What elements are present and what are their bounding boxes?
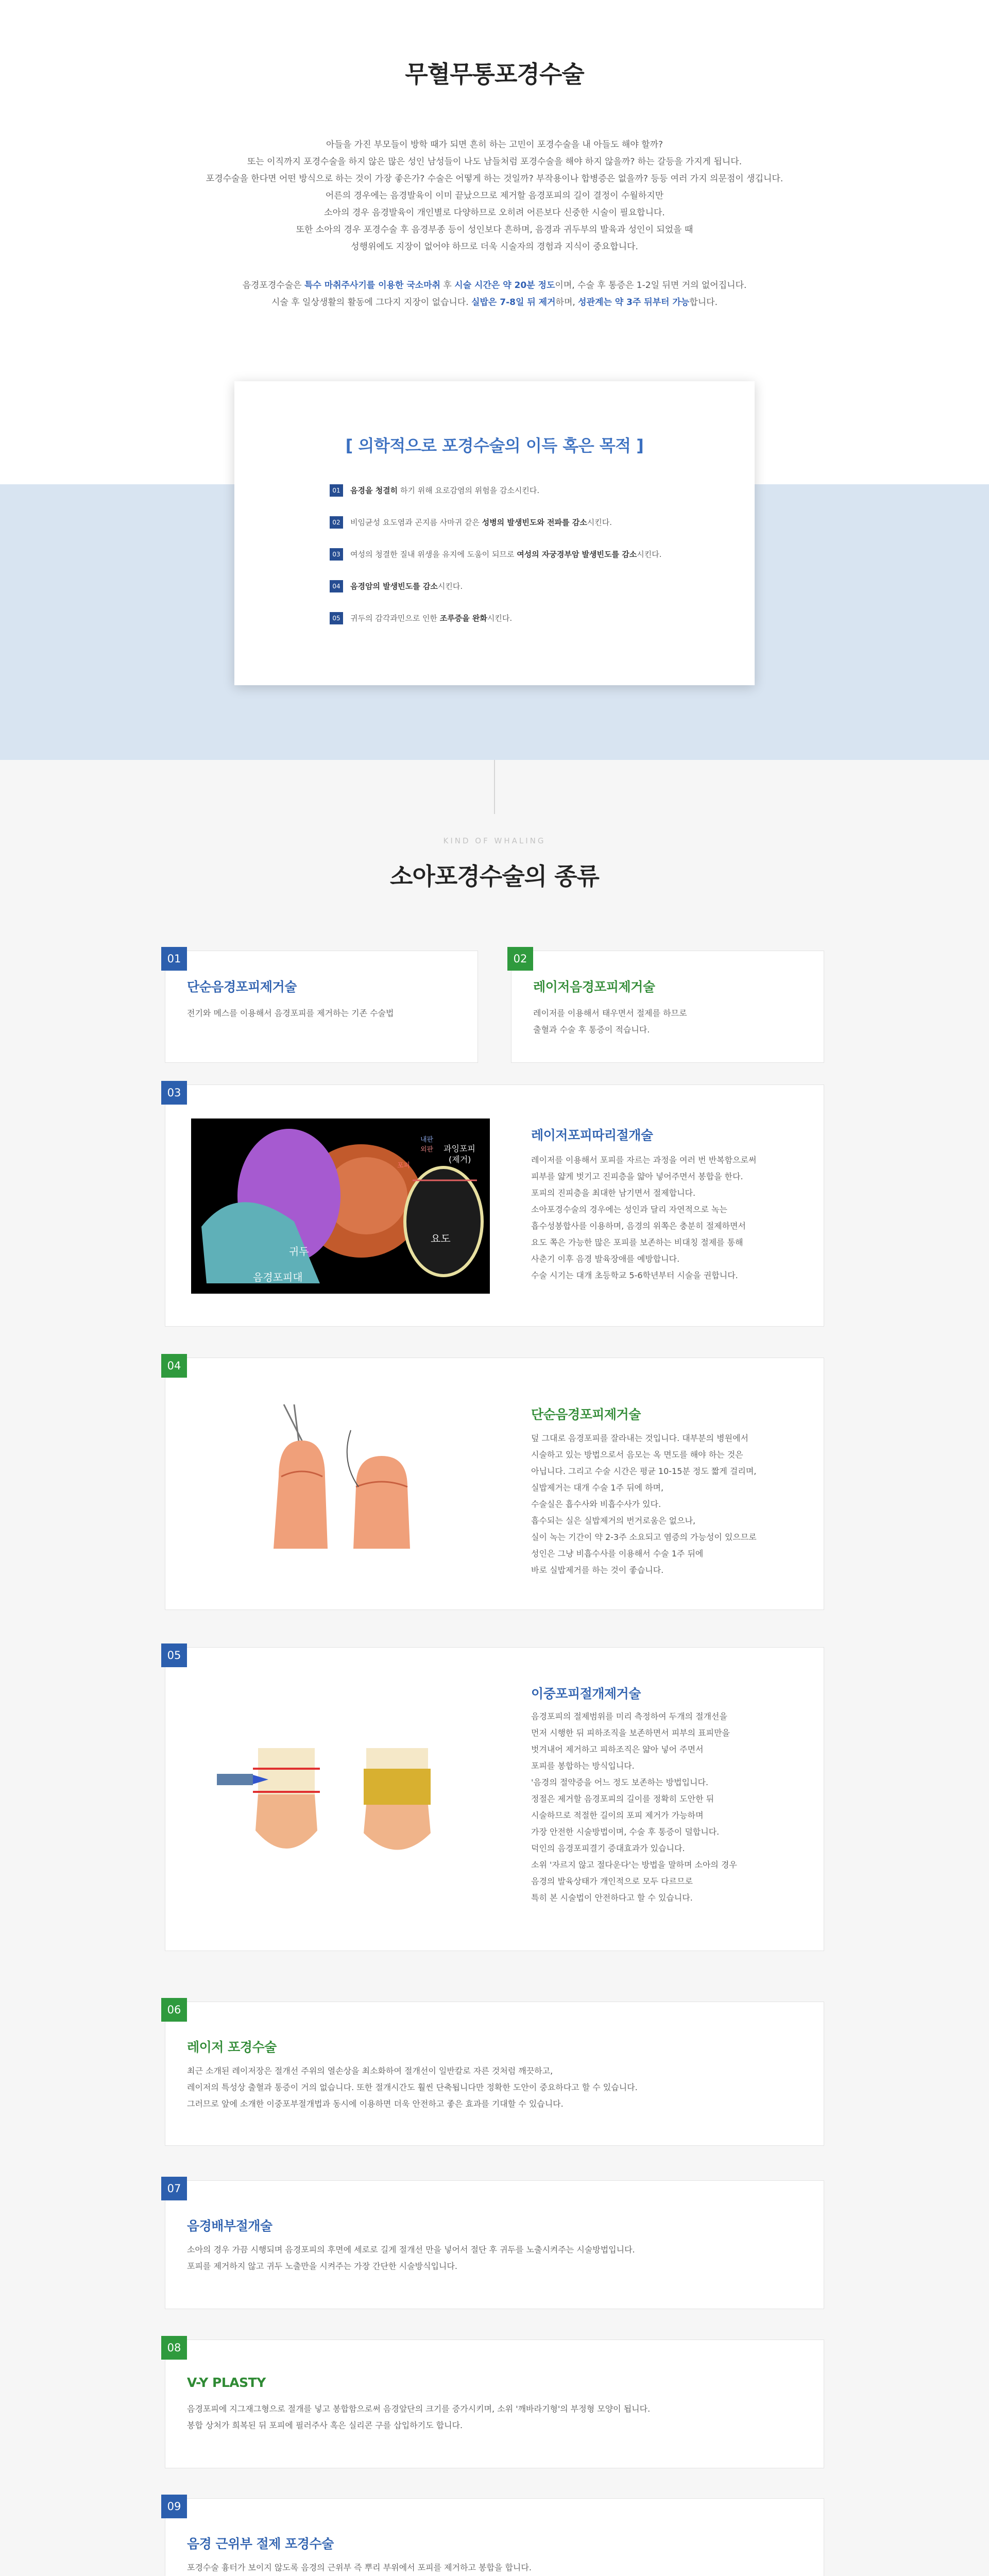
card-line: 수술실은 흡수사와 비흡수사가 있다. xyxy=(531,1499,661,1509)
urethra-cross-section xyxy=(405,1167,482,1276)
surgery-card-06 xyxy=(165,2002,824,2146)
purpose-text: 시킨다. xyxy=(637,550,662,559)
card-line: 정절은 제거할 음경포피의 길이를 정확히 도안한 뒤 xyxy=(531,1794,714,1804)
card-line: 특히 본 시술법이 안전하다고 할 수 있습니다. xyxy=(531,1893,693,1903)
text: 후 xyxy=(440,280,455,291)
intro-title: 무혈무통포경수술 xyxy=(405,60,584,88)
card-line: 전기와 메스를 이용해서 음경포피를 제거하는 기존 수술법 xyxy=(187,1008,394,1018)
card-number: 03 xyxy=(161,1081,187,1105)
card-line: 포경수술 흉터가 보이지 않도록 음경의 근위부 즉 뿌리 부위에서 포피를 제거하고 봉합을 합니다. xyxy=(187,2563,532,2572)
card-line: 피부를 얇게 벗기고 진피층을 얇아 넣어주면서 봉합을 한다. xyxy=(531,1172,743,1181)
text: 하며, xyxy=(555,297,578,308)
purpose-list xyxy=(330,484,721,644)
purpose-text: 하기 위해 요로감염의 위험을 감소시킨다. xyxy=(398,486,540,495)
card-number: 04 xyxy=(161,1354,187,1378)
intro-line: 어른의 경우에는 음경발육이 이미 끝났으므로 제거할 음경포피의 길이 결정이 수월하지만 xyxy=(325,191,664,201)
intro-line: 또한 소아의 경우 포경수술 후 음경부종 등이 성인보다 흔하며, 음경과 귀두부의 발육과 성인이 되었을 때 xyxy=(296,225,693,235)
penis-shape-after xyxy=(353,1456,410,1549)
label-band: 음경포피대 xyxy=(253,1271,303,1283)
card-line: 덕인의 음경포피결기 증대효과가 있습니다. xyxy=(531,1843,685,1853)
card-line: 레이저의 특성상 출혈과 통증이 거의 없습니다. 또한 절개시간도 훨씬 단축됩니다만 정확한 도안이 중요하다고 할 수 있습니다. xyxy=(187,2082,638,2092)
card-title: 레이저음경포피제거술 xyxy=(533,979,655,994)
intro-line: 또는 이직까지 포경수술을 하지 않은 많은 성인 남성들이 나도 남들처럼 포경수술을 해야 하지 않을까? 하는 갈등을 가지게 됩니다. xyxy=(247,157,742,167)
card-text xyxy=(187,2242,800,2275)
removed-band xyxy=(364,1769,431,1805)
intro-line: 성행위에도 지장이 없어야 하므로 더욱 시술자의 경험과 지식이 중요합니다. xyxy=(351,242,638,252)
intro-info-line xyxy=(185,277,804,294)
card-number: 06 xyxy=(161,1998,187,2022)
purpose-text: 시킨다. xyxy=(487,614,513,623)
text: 합니다. xyxy=(689,297,718,308)
card-number: 02 xyxy=(507,947,533,971)
card-title: 레이저포피따리절개술 xyxy=(531,1128,653,1143)
highlight-anesthesia: 특수 마취주사기를 이용한 국소마취 xyxy=(304,280,441,291)
foreskin-upper-after xyxy=(366,1748,428,1769)
text: 시술 후 일상생활의 활동에 그다지 지장이 없습니다. xyxy=(271,297,472,308)
purpose-number: 04 xyxy=(330,580,343,592)
card-number: 01 xyxy=(161,947,187,971)
foreskin-upper xyxy=(258,1748,315,1794)
card-line: 실밥제거는 대개 수술 1주 뒤에 하며, xyxy=(531,1483,664,1493)
text: 이며, 수술 후 통증은 1-2일 뒤면 거의 없어집니다. xyxy=(555,280,747,291)
card-line: 먼저 시행한 뒤 피하조직을 보존하면서 피부의 표피만을 xyxy=(531,1728,730,1738)
penis-shape-before xyxy=(274,1440,328,1549)
highlight-duration: 시술 시간은 약 20분 정도 xyxy=(454,280,555,291)
card-line: 최근 소개된 레이저장은 절개선 주위의 열손상을 최소화하여 절개선이 일반칼로 자른 것처럼 깨끗하고, xyxy=(187,2066,553,2076)
card-number: 08 xyxy=(161,2336,187,2360)
purpose-item xyxy=(330,484,721,516)
label-inner: 내판 xyxy=(420,1136,434,1144)
card-line: 사춘기 이후 음경 발육장애를 예방합니다. xyxy=(531,1254,680,1264)
simple-removal-illustration xyxy=(243,1399,428,1549)
purpose-item xyxy=(330,548,721,580)
card-line: 출혈과 수술 후 통증이 적습니다. xyxy=(533,1025,650,1035)
surgery-card-02 xyxy=(511,951,824,1063)
purpose-bold: 여성의 자궁경부암 발생빈도를 감소 xyxy=(517,550,637,559)
card-text xyxy=(187,2063,800,2112)
card-number: 05 xyxy=(161,1643,187,1667)
card-title: 이중포피절개제거술 xyxy=(531,1686,641,1701)
card-line: 포피를 봉합하는 방식입니다. xyxy=(531,1761,635,1771)
highlight-stitches: 실밥은 7-8일 뒤 제거 xyxy=(471,297,556,308)
card-line: '음경의 절약증을 어느 정도 보존하는 방법입니다. xyxy=(531,1777,709,1787)
label-urethra: 요도 xyxy=(431,1232,451,1245)
purpose-item xyxy=(330,612,721,644)
card-text xyxy=(531,1708,809,1906)
card-line: 아닙니다. 그리고 수술 시간은 평균 10-15분 정도 짧게 걸리며, xyxy=(531,1466,757,1476)
card-text xyxy=(187,2560,800,2576)
surgery-card-04 xyxy=(165,1358,824,1610)
card-line: 성인은 그냥 비흡수사를 이용해서 수술 1주 뒤에 xyxy=(531,1549,704,1558)
purpose-bold: 성병의 발생빈도와 전파를 감소 xyxy=(482,518,587,527)
card-line: 벗겨내어 제거하고 피하조직은 얇아 넣어 주면서 xyxy=(531,1744,704,1754)
foreskin-anatomy-illustration xyxy=(191,1118,490,1294)
label-foreskin: 포피 xyxy=(397,1162,411,1170)
purpose-text: 귀두의 감각과민으로 인한 xyxy=(350,614,440,623)
card-text xyxy=(187,2401,800,2434)
card-line: 흡수되는 실은 실밥제거의 번거로움은 없으나, xyxy=(531,1516,696,1526)
intro-surgery-info xyxy=(185,277,804,311)
types-title: 소아포경수술의 종류 xyxy=(390,862,599,890)
card-line: 소아의 경우 가끔 시행되며 음경포피의 후면에 세로로 길게 절개선 만을 넣어서 절단 후 귀두를 노출시켜주는 시술방법입니다. xyxy=(187,2245,635,2255)
types-section xyxy=(0,760,989,2576)
card-title: 레이저 포경수술 xyxy=(187,2040,277,2055)
intro-info-line xyxy=(185,294,804,311)
card-line: 음경포피의 절제범위를 미리 측정하여 두개의 절개선을 xyxy=(531,1711,727,1721)
highlight-intercourse: 성관계는 약 3주 뒤부터 가능 xyxy=(578,297,690,308)
card-title: V-Y PLASTY xyxy=(187,2375,266,2390)
card-line: 시술하므로 적절한 길이의 포피 제거가 가능하며 xyxy=(531,1810,704,1820)
purpose-box xyxy=(234,381,755,685)
card-title: 음경 근위부 절제 포경수술 xyxy=(187,2536,334,2551)
card-title: 단순음경포피제거술 xyxy=(187,979,297,994)
card-line: 요도 쪽은 가능한 많은 포피를 보존하는 비대칭 절제를 통해 xyxy=(531,1238,743,1247)
purpose-number: 03 xyxy=(330,548,343,561)
intro-line: 아들을 가진 부모들이 방학 때가 되면 흔히 하는 고민이 포경수술을 내 아들도 해야 할까? xyxy=(326,140,663,150)
card-line: 실이 녹는 기간이 약 2-3주 소요되고 염증의 가능성이 있으므로 xyxy=(531,1532,757,1542)
purpose-title: [ 의학적으로 포경수술의 이득 혹은 목적 ] xyxy=(345,436,644,455)
surgery-card-03 xyxy=(165,1084,824,1327)
label-foreskin-zone: 과잉포피 xyxy=(444,1144,475,1154)
card-line: 포피를 제거하지 않고 귀두 노출만을 시켜주는 가장 간단한 시술방식입니다. xyxy=(187,2261,457,2271)
surgery-card-08 xyxy=(165,2340,824,2468)
surgery-card-05 xyxy=(165,1647,824,1951)
purpose-text: 비임균성 요도염과 곤지름 사마귀 같은 xyxy=(350,518,482,527)
intro-description xyxy=(185,137,804,256)
card-line: 그러므로 앞에 소개한 이중포부절개법과 동시에 이용하면 더욱 안전하고 좋은 효과를 기대할 수 있습니다. xyxy=(187,2099,564,2109)
text: 음경포경수술은 xyxy=(242,280,304,291)
scalpel-handle xyxy=(217,1774,253,1785)
purpose-bold: 음경암의 발생빈도를 감소 xyxy=(350,582,438,591)
card-title: 음경배부절개술 xyxy=(187,2218,272,2233)
card-text xyxy=(531,1430,820,1579)
card-line: 소위 '자르지 않고 절다운다'는 방법을 말하며 소아의 경우 xyxy=(531,1860,737,1870)
divider-line xyxy=(494,760,495,814)
card-number: 07 xyxy=(161,2177,187,2200)
purpose-item xyxy=(330,580,721,612)
surgery-card-09 xyxy=(165,2498,824,2576)
card-line: 음경의 발육상태가 개인적으로 모두 다르므로 xyxy=(531,1876,693,1886)
purpose-text: 여성의 청결한 질내 위생을 유지에 도움이 되므로 xyxy=(350,550,517,559)
glans-shape-after xyxy=(364,1805,431,1850)
card-number: 09 xyxy=(161,2495,187,2518)
card-line: 소아포경수술의 경우에는 성인과 달리 자연적으로 녹는 xyxy=(531,1205,727,1214)
card-line: 레이저를 이용해서 포피를 자르는 과정을 여러 번 반복함으로써 xyxy=(531,1155,757,1165)
purpose-number: 02 xyxy=(330,516,343,529)
card-line: 음경포피에 지그재그형으로 절개를 넣고 봉합함으로써 음경앞단의 크기를 증가시키며, 소위 '깨바라기형'의 부정형 모양이 됩니다. xyxy=(187,2404,651,2414)
intro-line: 소아의 경우 음경발육이 개인별로 다양하므로 오히려 어른보다 신중한 시술이 필요합니다. xyxy=(324,208,665,218)
label-outer: 외판 xyxy=(420,1146,434,1154)
purpose-text: 시킨다. xyxy=(587,518,612,527)
card-line: 시술하고 있는 방법으로서 음모는 옥 면도를 해야 하는 것은 xyxy=(531,1450,743,1460)
intro-line: 포경수술을 한다면 어떤 방식으로 하는 것이 가장 좋은가? 수술은 어떻게 하는 것일까? 부작용이나 합병증은 없을까? 등등 여러 가지 의문점이 생깁니다. xyxy=(206,174,783,184)
card-text xyxy=(187,1005,465,1022)
types-subtitle: KIND OF WHALING xyxy=(443,836,546,845)
card-line: 바로 실밥제거를 하는 것이 좋습니다. xyxy=(531,1565,664,1575)
card-text xyxy=(531,1152,809,1284)
purpose-text: 시킨다. xyxy=(437,582,463,591)
label-glans: 귀두 xyxy=(289,1245,309,1258)
card-line: 가장 안전한 시술방법이며, 수술 후 통증이 덜합니다. xyxy=(531,1827,720,1837)
purpose-number: 05 xyxy=(330,612,343,624)
intro-section xyxy=(0,0,989,757)
purpose-number: 01 xyxy=(330,484,343,497)
purpose-item xyxy=(330,516,721,548)
label-removal: (제거) xyxy=(449,1155,471,1164)
purpose-bold: 조루증을 완화 xyxy=(439,614,487,623)
card-line: 흡수성봉합사를 이용하며, 음경의 위쪽은 충분히 절제하면서 xyxy=(531,1221,746,1231)
card-line: 수술 시기는 대개 초등학교 5-6학년부터 시술을 권합니다. xyxy=(531,1270,738,1280)
glans-shape xyxy=(255,1794,317,1849)
card-line: 봉합 상처가 희복된 뒤 포피에 필러주사 혹은 실리콘 구를 삽입하기도 합니다. xyxy=(187,2420,463,2430)
card-text xyxy=(533,1005,811,1038)
card-title: 단순음경포피제거술 xyxy=(531,1407,641,1422)
card-line: 포피의 진피층을 최대한 남기면서 절제합니다. xyxy=(531,1188,696,1198)
double-incision-illustration xyxy=(217,1733,454,1867)
surgery-card-07 xyxy=(165,2180,824,2309)
card-line: 덮 그대로 음경포피를 잘라내는 것입니다. 대부분의 병원에서 xyxy=(531,1433,749,1443)
purpose-bold: 음경을 청결히 xyxy=(350,486,398,495)
card-line: 레이저를 이용해서 태우면서 절제를 하므로 xyxy=(533,1008,687,1018)
surgery-card-01 xyxy=(165,951,478,1063)
